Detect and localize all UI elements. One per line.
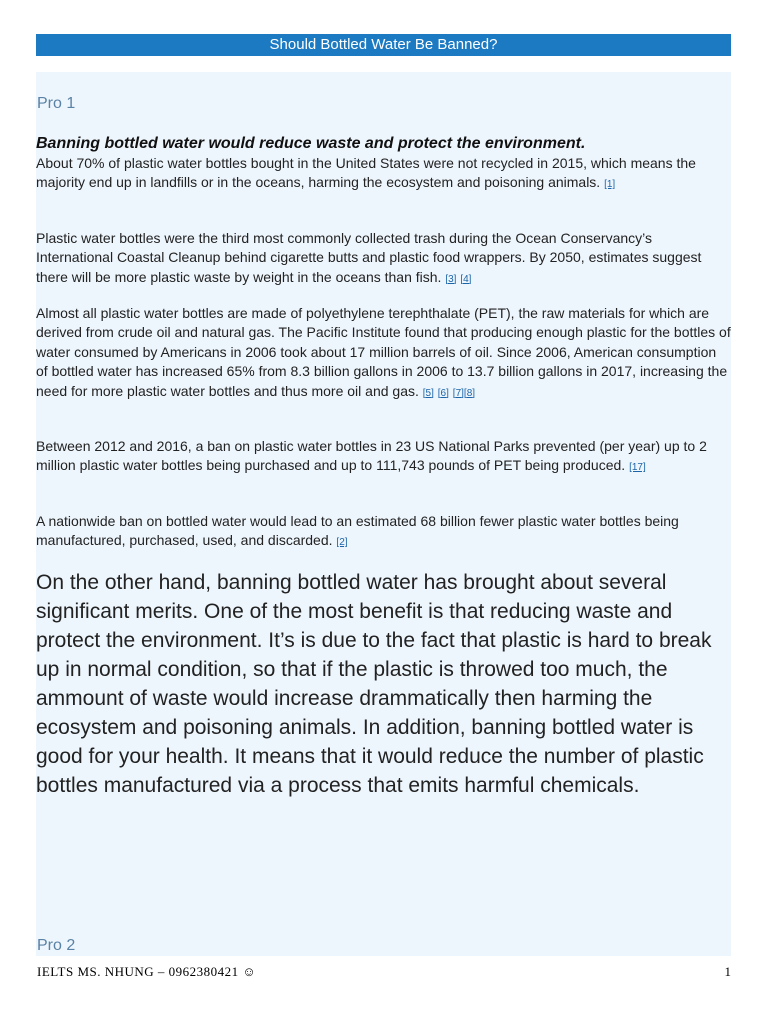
paragraph-5: [36, 512, 731, 553]
paragraph-4: [36, 437, 731, 478]
paragraph-text: About 70% of plastic water bottles bought in the United States were not recycled in 2015, which means the majority end up in landfills or in the oceans, harming the ecosystem and poisoning animals.: [36, 155, 696, 191]
citation-link[interactable]: [2]: [336, 537, 348, 549]
citation-link[interactable]: [17]: [629, 462, 646, 474]
citation-link[interactable]: [5]: [422, 387, 434, 399]
pro-2-label: Pro 2: [37, 937, 76, 954]
paragraph-2: [36, 229, 731, 289]
paragraph-1: [36, 154, 731, 195]
pro-1-heading: Banning bottled water would reduce waste and protect the environment.: [36, 135, 586, 152]
citation-link[interactable]: [6]: [437, 387, 449, 399]
citation-link[interactable]: [3]: [445, 273, 457, 285]
page-number: 1: [724, 964, 731, 979]
footer-author: IELTS MS. NHUNG – 0962380421 ☺: [37, 964, 257, 979]
document-title: Should Bottled Water Be Banned?: [36, 34, 731, 56]
citation-link[interactable]: [4]: [460, 273, 472, 285]
content-panel: [36, 72, 731, 956]
citation-link[interactable]: [1]: [604, 179, 616, 191]
paragraph-text: Plastic water bottles were the third most commonly collected trash during the Ocean Conservancy’s International Coastal Cleanup behind cigarette butts and plastic food wrappers. By 2050, estimates suggest there will be more plastic waste by weight in the oceans than fish.: [36, 230, 702, 285]
pro-1-label: Pro 1: [37, 95, 76, 112]
essay-paragraph: On the other hand, banning bottled water has brought about several significant merits. One of the most benefit is that reducing waste and protect the environment. It’s is due to the fact that plastic is hard to break up in normal condition, so that if the plastic is throwed too much, the ammount of waste would increase drammatically then harming the ecosystem and poisoning animals. In addition, banning bottled water is good for your health. It means that it would reduce the number of plastic bottles manufactured via a process that emits harmful chemicals.: [36, 571, 712, 797]
paragraph-text: Between 2012 and 2016, a ban on plastic water bottles in 23 US National Parks prevented (per year) up to 2 million plastic water bottles being purchased and up to 111,743 pounds of PET being produced.: [36, 438, 707, 474]
paragraph-text: A nationwide ban on bottled water would lead to an estimated 68 billion fewer plastic water bottles being manufactured, purchased, used, and discarded.: [36, 513, 679, 549]
citation-link[interactable]: [7][8]: [452, 387, 476, 399]
paragraph-3: [36, 304, 731, 403]
paragraph-text: Almost all plastic water bottles are made of polyethylene terephthalate (PET), the raw materials for which are derived from crude oil and natural gas. The Pacific Institute found that producing enough plastic for the bottles of water consumed by Americans in 2006 took about 17 million barrels of oil. Since 2006, American consumption of bottled water has increased 65% from 8.3 billion gallons in 2006 to 13.7 billion gallons in 2017, increasing the need for more plastic water bottles and thus more oil and gas.: [36, 305, 731, 399]
